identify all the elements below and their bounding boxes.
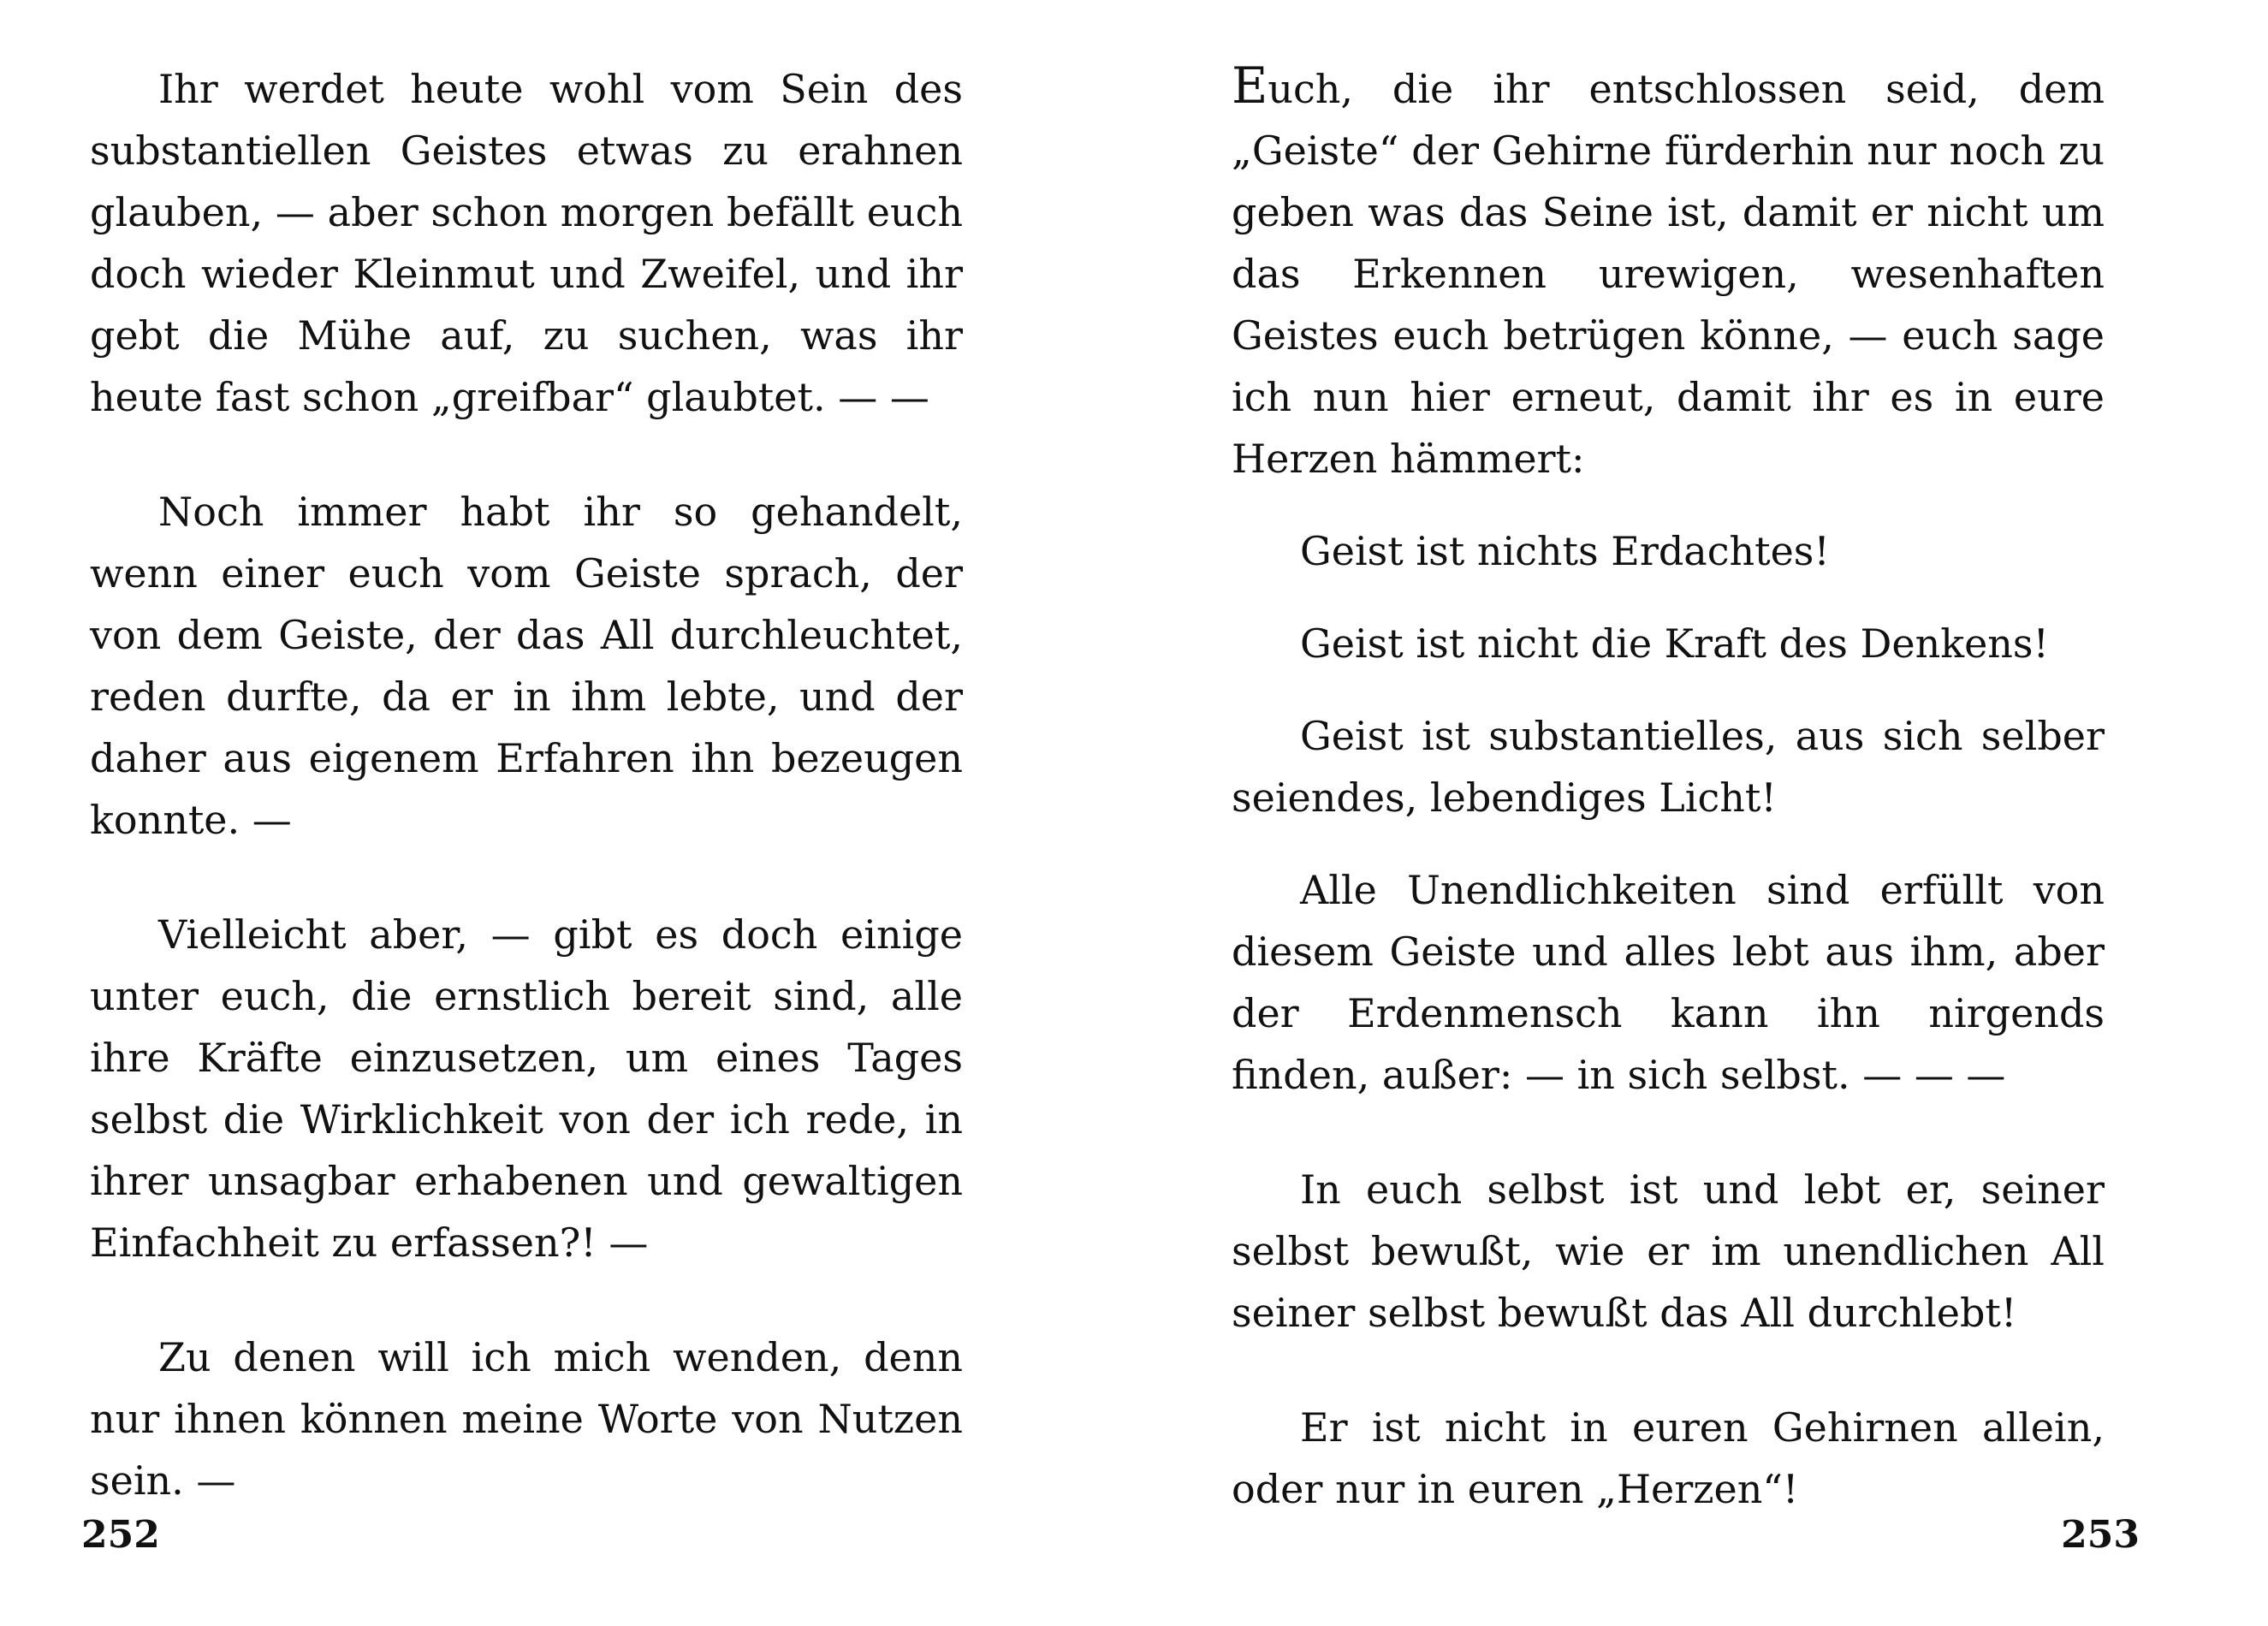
paragraph-1: Ihr werdet heute wohl vom Sein des substantiellen Geistes etwas zu erahnen glauben, — aber schon morgen befällt euch doch wieder Kleinmut und Zweifel, und ihr gebt die Mühe auf, zu suchen, was ihr heute fast schon „greifbar“ glaubtet. — — (90, 66, 963, 420)
right-page (1134, 0, 2268, 1626)
opening-paragraph-text: uch, die ihr entschlossen seid, dem „Geiste“ der Gehirne fürderhin nur noch zu geben was das Seine ist, damit er nicht um das Erkennen urewigen, wesenhaften Geistes euch betrügen könne, — euch sage ich nun hier erneut, damit ihr es in eure Herzen hämmert: (1232, 66, 2105, 482)
paragraph-6: In euch selbst ist und lebt er, seiner selbst bewußt, wie er im unendlichen All seiner selbst bewußt das All durchlebt! (1232, 1166, 2105, 1336)
paragraph-7: Er ist nicht in euren Gehirnen allein, oder nur in euren „Herzen“! (1232, 1404, 2105, 1512)
page-number-left: 252 (81, 1513, 160, 1557)
initial-letter: E (1232, 56, 1268, 115)
statement-1: Geist ist nichts Erdachtes! (1300, 528, 1830, 574)
paragraph-5: Alle Unendlichkeiten sind erfüllt von diesem Geiste und alles lebt aus ihm, aber der Erdenmensch kann ihn nirgends finden, außer: — in sich selbst. — — — (1232, 867, 2105, 1098)
right-page-text (1232, 55, 2105, 1520)
paragraph-3: Vielleicht aber, — gibt es doch einige unter euch, die ernstlich bereit sind, alle ihre Kräfte einzusetzen, um eines Tages selbst die Wirklichkeit von der ich rede, in ihrer unsagbar erhabenen und gewaltigen Einfachheit zu erfassen?! — (90, 911, 963, 1266)
paragraph-4: Zu denen will ich mich wenden, denn nur ihnen können meine Worte von Nutzen sein. — (90, 1334, 963, 1504)
page-number-right: 253 (2061, 1513, 2140, 1557)
left-page-text (90, 58, 963, 1511)
statement-3: Geist ist substantielles, aus sich selber seiendes, lebendiges Licht! (1232, 713, 2105, 821)
paragraph-2: Noch immer habt ihr so gehandelt, wenn einer euch vom Geiste sprach, der von dem Geiste, der das All durchleuchtet, reden durfte, da er in ihm lebte, und der daher aus eigenem Erfahren ihn bezeugen konnte. — (90, 489, 963, 843)
opening-paragraph (1232, 55, 2105, 490)
statement-2: Geist ist nicht die Kraft des Denkens! (1300, 620, 2050, 667)
